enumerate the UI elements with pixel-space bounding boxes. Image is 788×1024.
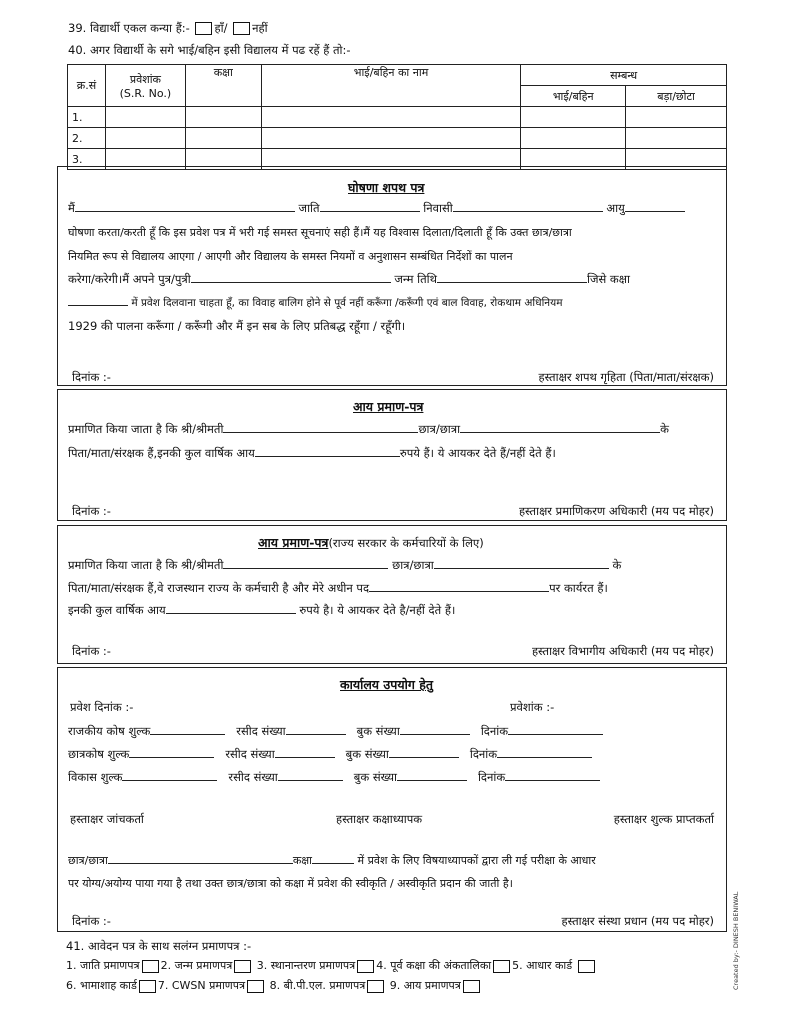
income-title: आय प्रमाण-पत्र xyxy=(353,399,424,414)
income-govt-subtitle: (राज्य सरकार के कर्मचारियों के लिए) xyxy=(328,536,484,550)
doc-checkbox[interactable] xyxy=(247,980,264,993)
q40-text: 40. अगर विद्यार्थी के सगे भाई/बहिन इसी विद्यालय में पढ रहें हैं तो:- xyxy=(68,43,351,57)
fee-row: राजकीय कोष शुल्क रसीद संख्या बुक संख्या दिनांक xyxy=(68,724,603,739)
office-sign-checker: हस्ताक्षर जांचकर्ता xyxy=(70,812,144,826)
cell-input[interactable] xyxy=(105,107,185,128)
fee-row: छात्रकोष शुल्क रसीद संख्या बुक संख्या दिनांक xyxy=(68,747,592,762)
office-title: कार्यालय उपयोग हेतु xyxy=(340,677,433,692)
fee-row: विकास शुल्क रसीद संख्या बुक संख्या दिनांक xyxy=(68,770,600,785)
income-date: दिनांक :- xyxy=(72,504,111,518)
office-admission-date: प्रवेश दिनांक :- xyxy=(70,700,134,714)
declaration-line-2: घोषणा करता/करती हूँ कि इस प्रवेश पत्र में भरी गई समस्त सूचनाएं सही हैं।मैं यह विश्वास दिलाता/दिलाती हूँ कि उक्त छात्र/छात्रा xyxy=(68,226,572,239)
income-certificate-box xyxy=(57,389,727,521)
header-admission-no: प्रवेशांक (S.R. No.) xyxy=(105,65,185,107)
declaration-date: दिनांक :- xyxy=(72,370,111,384)
income-govt-line-3: इनकी कुल वार्षिक आय रुपये है। ये आयकर देते है/नहीं देते हैं। xyxy=(68,603,456,617)
header-sn: क्र.सं xyxy=(68,65,106,107)
sibling-table xyxy=(67,64,727,170)
income-govt-line-1: प्रमाणित किया जाता है कि श्री/श्रीमती छात्र/छात्रा के xyxy=(68,558,622,572)
doc-checkbox[interactable] xyxy=(142,960,159,973)
income-certificate-govt-box xyxy=(57,525,727,664)
q39-text: 39. विद्यार्थी एकल कन्या हैं:- xyxy=(68,21,190,35)
doc-checkbox[interactable] xyxy=(357,960,374,973)
doc-checkbox[interactable] xyxy=(234,960,251,973)
cell-input[interactable] xyxy=(626,128,727,149)
doc-checkbox[interactable] xyxy=(463,980,480,993)
header-class: कक्षा xyxy=(185,65,261,107)
income-govt-sign: हस्ताक्षर विभागीय अधिकारी (मय पद मोहर) xyxy=(531,644,714,658)
office-date: दिनांक :- xyxy=(72,914,111,928)
cell-input[interactable] xyxy=(105,128,185,149)
declaration-line-5: में प्रवेश दिलवाना चाहता हूँ, का विवाह बालिग होने से पूर्व नहीं करूँगा /करूँगी एवं बाल विवाह, रोकथाम अधिनियम xyxy=(68,295,563,310)
cell-input[interactable] xyxy=(261,128,521,149)
office-sign-fee: हस्ताक्षर शुल्क प्राप्तकर्ता xyxy=(613,812,714,826)
doc-checkbox[interactable] xyxy=(578,960,595,973)
declaration-line-4: करेगा/करेगी।मैं अपने पुत्र/पुत्री जन्म तिथि जिसे कक्षा xyxy=(68,272,630,286)
doc-checkbox[interactable] xyxy=(139,980,156,993)
q39-yes-label: हाँ/ xyxy=(214,21,228,35)
office-admission-no: प्रवेशांक :- xyxy=(510,700,555,714)
office-sign-teacher: हस्ताक्षर कक्षाध्यापक xyxy=(336,812,423,826)
income-sign: हस्ताक्षर प्रमाणिकरण अधिकारी (मय पद मोहर) xyxy=(518,504,714,518)
header-relation: सम्बन्ध xyxy=(521,65,727,86)
office-use-box xyxy=(57,667,727,932)
declaration-line-6: 1929 की पालना करूँगा / करूँगी और मैं इन सब के लिए प्रतिबद्ध रहूँगा / रहूँगी। xyxy=(68,319,406,333)
declaration-box xyxy=(57,166,727,386)
cell-input[interactable] xyxy=(521,107,626,128)
office-line-1: छात्र/छात्रा कक्षा में प्रवेश के लिए विषयाध्यापकों द्वारा ली गई परीक्षा के आधार xyxy=(68,854,596,867)
q39-yes-checkbox[interactable] xyxy=(195,22,212,35)
income-govt-title: आय प्रमाण-पत्र xyxy=(258,535,329,550)
declaration-line-3: नियमित रूप से विद्यालय आएगा / आएगी और विद्यालय के समस्त नियमों व अनुशासन सम्बंधित निर्देशों का पालन xyxy=(68,250,513,263)
row-number: 3. xyxy=(68,149,106,170)
table-row xyxy=(68,107,727,128)
q39-no-checkbox[interactable] xyxy=(233,22,250,35)
credit-text: Created by:- DINESH BENIWAL xyxy=(732,891,740,990)
table-row xyxy=(68,128,727,149)
cell-input[interactable] xyxy=(626,107,727,128)
office-line-2: पर योग्य/अयोग्य पाया गया है तथा उक्त छात्र/छात्रा को कक्षा में प्रवेश की स्वीकृति / अस्वीकृति प्रदान की जाती है। xyxy=(68,877,513,890)
cell-input[interactable] xyxy=(185,128,261,149)
q41-docs-row-1: 1. जाति प्रमाणपत्र 2. जन्म प्रमाणपत्र 3. स्थानान्तरण प्रमाणपत्र 4. पूर्व कक्षा की अंकतालिका 5. आधार कार्ड xyxy=(66,958,597,973)
doc-checkbox[interactable] xyxy=(493,960,510,973)
income-govt-heading xyxy=(258,534,484,551)
doc-checkbox[interactable] xyxy=(367,980,384,993)
income-govt-line-2: पिता/माता/संरक्षक हैं,वे राजस्थान राज्य के कर्मचारी है और मेरे अधीन पद पर कार्यरत हैं। xyxy=(68,581,608,595)
header-bro-sis: भाई/बहिन xyxy=(521,86,626,107)
header-elder-younger: बड़ा/छोटा xyxy=(626,86,727,107)
office-sign-head: हस्ताक्षर संस्था प्रधान (मय पद मोहर) xyxy=(561,914,714,928)
row-number: 2. xyxy=(68,128,106,149)
income-govt-date: दिनांक :- xyxy=(72,644,111,658)
declaration-line-1: मैं जाति निवासी आयु xyxy=(68,201,685,216)
q41-docs-row-2: 6. भामाशाह कार्ड 7. CWSN प्रमाणपत्र 8. बी.पी.एल. प्रमाणपत्र 9. आय प्रमाणपत्र xyxy=(66,978,482,993)
cell-input[interactable] xyxy=(521,128,626,149)
declaration-sign: हस्ताक्षर शपथ गृहिता (पिता/माता/संरक्षक) xyxy=(538,370,714,384)
income-line-2: पिता/माता/संरक्षक हैं,इनकी कुल वार्षिक आय रुपये हैं। ये आयकर देते हैं/नहीं देते हैं। xyxy=(68,446,556,460)
q41-text: 41. आवेदन पत्र के साथ सलंग्न प्रमाणपत्र :- xyxy=(66,939,252,953)
q39-no-label: नहीं xyxy=(252,21,268,35)
declaration-title: घोषणा शपथ पत्र xyxy=(348,180,425,195)
row-number: 1. xyxy=(68,107,106,128)
q39-line xyxy=(68,21,268,36)
cell-input[interactable] xyxy=(261,107,521,128)
income-line-1: प्रमाणित किया जाता है कि श्री/श्रीमती छात्र/छात्रा के xyxy=(68,422,669,436)
cell-input[interactable] xyxy=(185,107,261,128)
header-name: भाई/बहिन का नाम xyxy=(261,65,521,107)
